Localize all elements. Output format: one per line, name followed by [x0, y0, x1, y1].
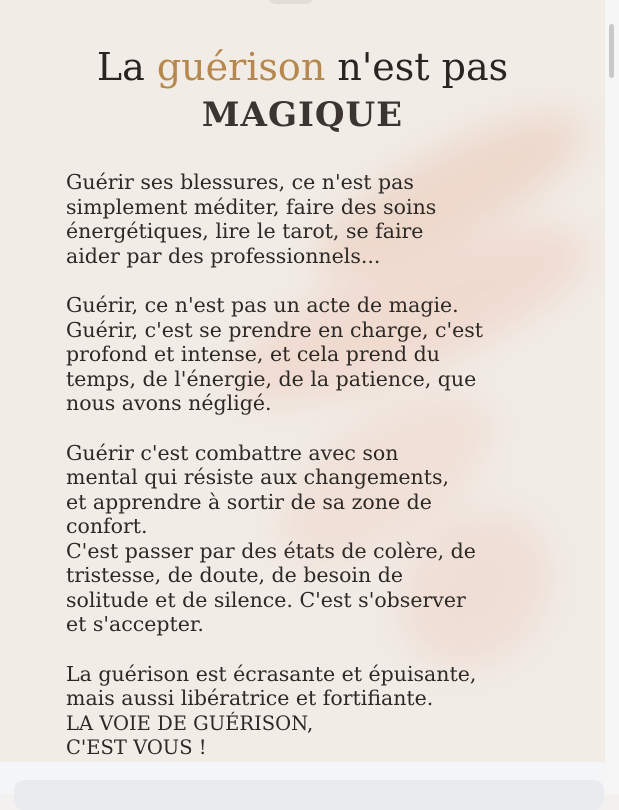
text-line: énergétiques, lire le tarot, se faire [66, 219, 424, 243]
post-title [0, 42, 605, 138]
text-line: C'est passer par des états de colère, de [66, 538, 476, 563]
text-line: Guérir c'est combattre avec son [66, 440, 399, 465]
text-line: simplement méditer, faire des soins [66, 194, 437, 219]
top-edge-stub [268, 0, 314, 4]
closing-line: LA VOIE DE GUÉRISON, [66, 712, 314, 735]
scrollbar-track[interactable] [605, 0, 619, 794]
text-line: Guérir, ce n'est pas un acte de magie. [66, 293, 459, 317]
text-line: solitude et de silence. C'est s'observer [66, 587, 466, 612]
text-line: Guérir, c'est se prendre en charge, c'est [66, 317, 484, 342]
post-body [66, 170, 586, 736]
text-line: profond et intense, et cela prend du [66, 342, 440, 366]
text-line: aider par des professionnels... [66, 243, 381, 268]
closing-statement [66, 712, 313, 760]
paragraph-3 [66, 441, 586, 637]
text-line: et s'accepter. [66, 612, 204, 636]
text-line: temps, de l'énergie, de la patience, que [66, 366, 477, 391]
text-line: Guérir ses blessures, ce n'est pas [66, 170, 414, 194]
closing-line: C'EST VOUS ! [66, 736, 207, 759]
title-prefix: La [96, 45, 157, 89]
text-line: mais aussi libératrice et fortifiante. [66, 686, 434, 710]
title-highlight: guérison [156, 45, 326, 89]
text-line: nous avons négligé. [66, 391, 272, 415]
paragraph-2 [66, 293, 586, 416]
text-line: confort. [66, 514, 148, 538]
text-line: La guérison est écrasante et épuisante, [66, 661, 477, 686]
title-line-1 [0, 42, 605, 92]
paragraph-1 [66, 170, 586, 268]
text-line: mental qui résiste aux changements, [66, 465, 450, 489]
scrollbar-thumb[interactable] [609, 24, 614, 78]
title-suffix: n'est pas [325, 45, 509, 89]
text-line: tristesse, de doute, de besoin de [66, 563, 403, 587]
next-post-card[interactable] [14, 780, 604, 810]
title-line-2: MAGIQUE [201, 95, 404, 135]
paragraph-4 [66, 662, 586, 711]
text-line: et apprendre à sortir de sa zone de [66, 489, 432, 514]
